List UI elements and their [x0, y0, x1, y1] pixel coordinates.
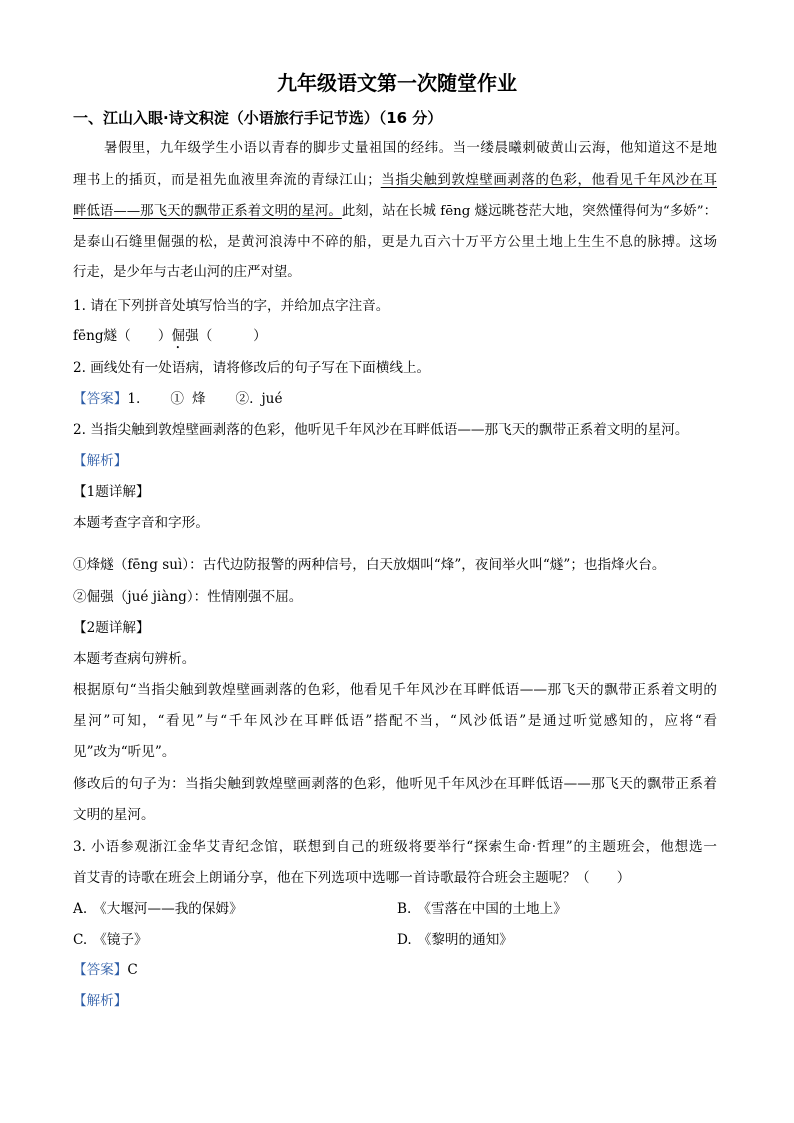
- analysis-label: 【解析】: [73, 993, 128, 1009]
- option-text: 《雪落在中国的土地上》: [417, 901, 567, 917]
- section-heading: 一、江山入眼·诗文积淀（小语旅行手记节选）（16 分）: [73, 109, 443, 127]
- passage-line-2: [73, 171, 717, 191]
- answer-2-sentence: 2. 当指尖触到敦煌壁画剥落的色彩，他听见千年风沙在耳畔低语——那飞天的飘带正系着文明的星河。: [73, 422, 689, 438]
- underlined-sentence: 畔低语——那飞天的飘带正系着文明的星河。: [73, 204, 342, 219]
- analysis-text: 本题考查病句辨析。: [73, 651, 196, 667]
- analysis-text: 文明的星河。: [73, 807, 155, 823]
- passage-line-3: [73, 202, 717, 222]
- answer-label: 【答案】: [73, 962, 128, 978]
- answer-label: 【答案】: [73, 391, 128, 407]
- answer-marker-2: ②.: [235, 391, 254, 407]
- options-row-2: [73, 930, 717, 950]
- analysis-text: ①烽燧（fēng suì）：古代边防报警的两种信号，白天放烟叫“烽”，夜间举火叫“燧”；也指烽火台。: [73, 557, 666, 573]
- option-d: [397, 930, 513, 950]
- passage-line-5: [73, 263, 717, 283]
- question-3-prompt: 首艾青的诗歌在班会上朗诵分享，他在下列选项中选哪一首诗歌最符合班会主题呢？（ ）: [73, 870, 631, 886]
- passage-text: 暑假里，九年级学生小语以青春的脚步丈量祖国的经纬。当一缕晨曦刺破黄山云海，他知道这不是地: [104, 141, 717, 156]
- analysis-text: 见”改为“听见”。: [73, 744, 176, 760]
- detail-heading-1: 【1题详解】: [73, 484, 150, 500]
- dotted-character: 倔: [171, 328, 186, 344]
- passage-line-4: [73, 233, 717, 253]
- passage-text: 此刻，站在长城 fēng 燧远眺苍茫大地，突然懂得何为“多娇”：: [341, 204, 717, 219]
- question-3-prompt: 3. 小语参观浙江金华艾青纪念馆，联想到自己的班级将要举行“探索生命·哲理”的主题班会，他想选一: [73, 839, 717, 855]
- passage-text: 是泰山石缝里倔强的松，是黄河浪涛中不碎的船，更是九百六十万平方公里土地上生生不息的脉搏。这场: [73, 235, 717, 250]
- detail-heading-2: 【2题详解】: [73, 620, 150, 636]
- page-title: 九年级语文第一次随堂作业: [277, 71, 517, 95]
- analysis-text: ②倔强（jué jiàng）：性情刚强不屈。: [73, 589, 303, 605]
- option-a: [73, 899, 243, 919]
- answer-value: C: [127, 962, 138, 978]
- analysis-text: 星河”可知，“看见”与“千年风沙在耳畔低语”搭配不当，“风沙低语”是通过听觉感知的，应将“看: [73, 713, 717, 729]
- passage-text: 理书上的插页，而是祖先血液里奔流的青绿江山；: [73, 173, 381, 188]
- underlined-sentence: 当指尖触到敦煌壁画剥落的色彩，他看见千年风沙在耳: [380, 173, 718, 188]
- option-text: 《镜子》: [93, 932, 148, 948]
- analysis-label: 【解析】: [73, 453, 128, 469]
- passage-line-1: [104, 139, 717, 159]
- option-text: 《大堰河——我的保姆》: [93, 901, 243, 917]
- question-1-prompt: 1. 请在下列拼音处填写恰当的字，并给加点字注音。: [73, 298, 390, 314]
- option-letter: C.: [73, 932, 88, 948]
- answer-number: 1.: [127, 391, 141, 407]
- blank-item-1: fēng燧（ ）: [73, 328, 172, 344]
- answer-3-line: [73, 960, 717, 980]
- answer-marker-1: ①: [170, 391, 184, 407]
- analysis-text: 修改后的句子为：当指尖触到敦煌壁画剥落的色彩，他听见千年风沙在耳畔低语——那飞天的飘带正系着: [73, 776, 717, 792]
- answer-value-1: 烽: [191, 391, 206, 407]
- option-letter: B.: [397, 901, 412, 917]
- option-letter: A.: [73, 901, 88, 917]
- answer-value-2: jué: [261, 391, 283, 407]
- option-c: [73, 930, 148, 950]
- blank-item-2: 强（ ）: [185, 328, 267, 344]
- answer-line: [73, 389, 717, 409]
- options-row-1: [73, 899, 717, 919]
- option-text: 《黎明的通知》: [417, 932, 513, 948]
- option-b: [397, 899, 567, 919]
- question-1-blanks: [73, 326, 717, 346]
- analysis-text: 本题考查字音和字形。: [73, 515, 209, 531]
- question-2-prompt: 2. 画线处有一处语病，请将修改后的句子写在下面横线上。: [73, 360, 431, 376]
- option-letter: D.: [397, 932, 412, 948]
- passage-text: 行走，是少年与古老山河的庄严对望。: [73, 265, 301, 280]
- analysis-text: 根据原句“当指尖触到敦煌壁画剥落的色彩，他看见千年风沙在耳畔低语——那飞天的飘带正系着文明的: [73, 682, 717, 698]
